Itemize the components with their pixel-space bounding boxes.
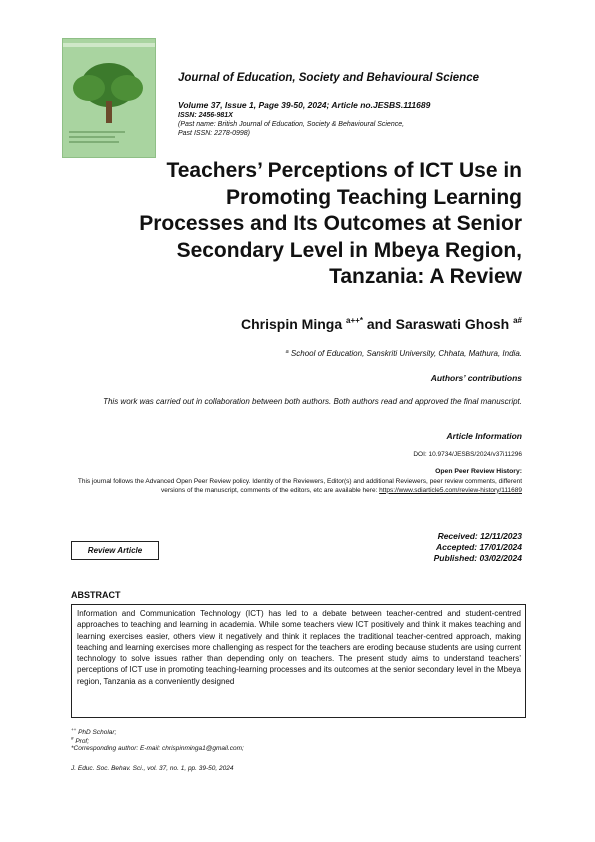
affiliation-text: School of Education, Sanskriti University, Chhata, Mathura, India. (288, 349, 522, 358)
contributions-text: This work was carried out in collaboration between both authors. Both authors read and approved the final manuscript. (103, 397, 522, 406)
abstract-text: Information and Communication Technology (ICT) has led to a debate between teacher-centred and student-centred approaches to teaching and learning in academia. While some teachers view ICT positively and think it makes teaching and learning exercises easier, others view it negatively and think it replaces the traditional teacher-centred approach, making teaching and learning exercises more challenging as respect for the teachers are eroding because students are using current technology to solve issues rather than depending only on teachers. The present study aims to understand teachers’ perceptions of ICT use in promoting teaching-learning processes and its outcomes at the senior secondary level in the Mbeya region, Tanzania as a conveniently designed (77, 609, 521, 686)
peer-review-text (62, 478, 522, 495)
affiliation (286, 349, 522, 358)
accepted-date: Accepted: 17/01/2024 (436, 542, 522, 552)
footnote-text: Prof; (73, 738, 90, 745)
article-type-badge: Review Article (71, 541, 159, 560)
title-line: Secondary Level in Mbeya Region, (176, 238, 522, 262)
title-line: Promoting Teaching Learning (226, 185, 522, 209)
peer-review-link[interactable]: https://www.sdiarticle5.com/review-history/111689 (379, 486, 522, 494)
title-line: Teachers’ Perceptions of ICT Use in (166, 159, 522, 182)
title-line: Tanzania: A Review (329, 265, 522, 288)
received-date: Received: 12/11/2023 (437, 531, 522, 541)
journal-title: Journal of Education, Society and Behavioural Science (178, 72, 479, 84)
contributions-heading: Authors’ contributions (430, 373, 522, 383)
footnote-prof (71, 736, 89, 745)
author-name: Chrispin Minga (241, 316, 343, 332)
past-name-line: (Past name: British Journal of Education, Society & Behavioural Science, (178, 121, 405, 128)
author-superscript: a# (513, 316, 522, 325)
footnote-marker: # (71, 736, 74, 741)
paper-title (82, 158, 522, 291)
peer-review-heading: Open Peer Review History: (435, 468, 522, 475)
published-date: Published: 03/02/2024 (433, 553, 522, 563)
affiliation-superscript: a (285, 349, 289, 355)
footnote-text: PhD Scholar; (76, 729, 117, 736)
author-superscript: a++* (346, 316, 363, 325)
footnote-phd (71, 727, 116, 736)
footnote-marker: ++ (71, 727, 77, 732)
peer-review-body: This journal follows the Advanced Open Peer Review policy. Identity of the Reviewers, Editor(s) and additional Reviewers, peer review comments, different versions of the manuscript, comments of the editors, etc are available here: (77, 478, 522, 494)
issn-line: ISSN: 2456-981X (178, 112, 233, 119)
citation-line: J. Educ. Soc. Behav. Sci., vol. 37, no. 1, pp. 39-50, 2024 (71, 765, 234, 772)
past-issn-line: Past ISSN: 2278-0998) (178, 130, 250, 137)
author-list (241, 316, 522, 332)
author-name: Saraswati Ghosh (395, 316, 510, 332)
article-dates (434, 531, 522, 564)
abstract-heading: ABSTRACT (71, 590, 121, 600)
title-line: Processes and Its Outcomes at Senior (139, 212, 522, 235)
abstract-box (71, 604, 526, 718)
author-conjunction: and (362, 316, 396, 332)
journal-cover-thumbnail (62, 38, 156, 158)
doi-line: DOI: 10.9734/JESBS/2024/v37i11296 (413, 451, 522, 458)
footnote-corresponding-author: *Corresponding author: E-mail: chrispinminga1@gmail.com; (71, 745, 244, 752)
volume-issue-line: Volume 37, Issue 1, Page 39-50, 2024; Article no.JESBS.111689 (178, 100, 431, 110)
article-info-heading: Article Information (446, 431, 522, 441)
